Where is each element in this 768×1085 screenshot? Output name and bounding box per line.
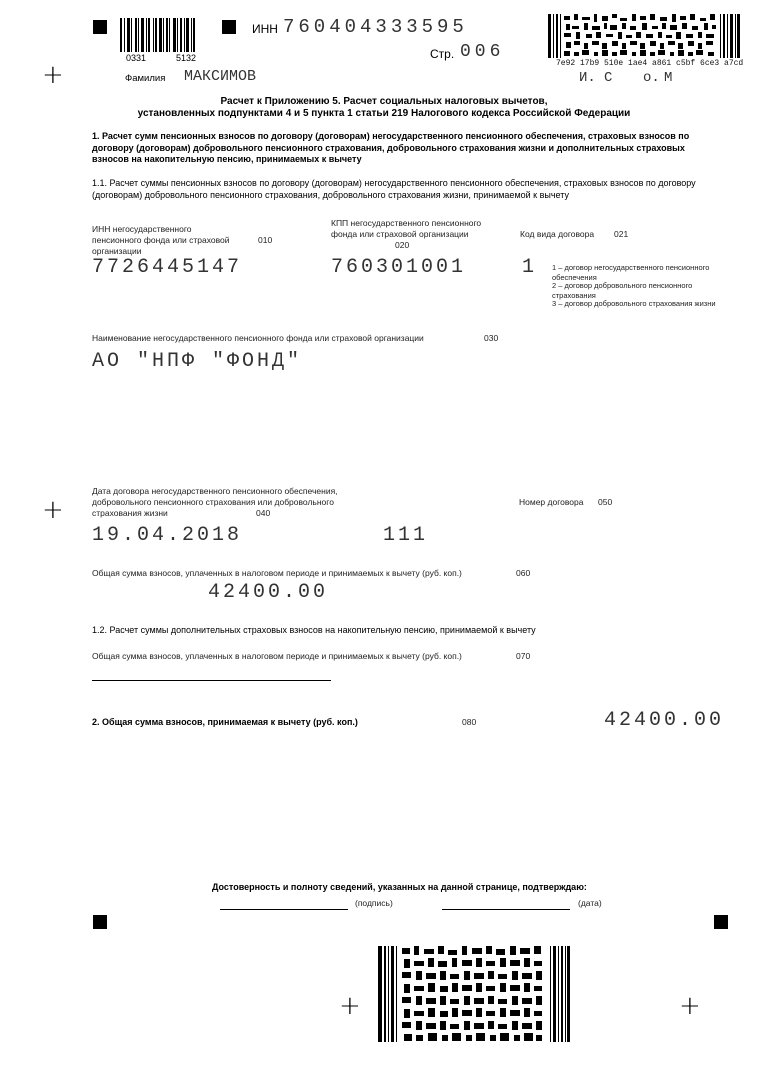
inn-value: 760404333595: [283, 16, 468, 38]
field-040-label: Дата договора негосударственного пенсионного обеспечения, добровольного пенсионного страхования или добровольного страхования жизни: [92, 486, 338, 518]
corner-marker-top-left: [93, 20, 107, 34]
title-line-1: Расчет к Приложению 5. Расчет социальных налоговых вычетов,: [220, 96, 548, 107]
field-050-value: 111: [383, 524, 429, 547]
field-060-value: 42400.00: [208, 581, 329, 604]
barcode-caption-2: 5132: [176, 53, 197, 63]
field-010-value: 7726445147: [92, 256, 243, 279]
field-080-value: 42400.00: [604, 709, 725, 732]
title-line-2: установленных подпунктами 4 и 5 пункта 1 статьи 219 Налогового кодекса Российской Федерации: [137, 108, 631, 119]
corner-marker-bottom-left: [93, 915, 107, 929]
field-020-code: 020: [395, 240, 410, 250]
section12-heading: 1.2. Расчет суммы дополнительных страховых взносов на накопительную пенсию, принимаемой к вычету: [92, 625, 536, 635]
surname-label: Фамилия: [125, 73, 166, 84]
field-050-code: 050: [598, 497, 613, 507]
field-070-code: 070: [516, 651, 531, 661]
cross-mark-mid-left: +: [42, 495, 64, 525]
surname-value: МАКСИМОВ: [184, 68, 257, 85]
corner-marker-top-mid: [222, 20, 236, 34]
initial-i: И.: [579, 70, 596, 86]
confirmation-text: Достоверность и полноту сведений, указанных на данной странице, подтверждаю:: [212, 882, 587, 892]
header-2d-barcode: [548, 14, 740, 58]
page-number: 006: [460, 42, 505, 62]
header-barcode: [120, 18, 212, 52]
signature-line: [220, 909, 348, 910]
field-021-label: Код вида договора: [520, 229, 595, 239]
date-label: (дата): [578, 898, 602, 908]
cross-mark-top-left: +: [42, 60, 64, 90]
field-020-value: 760301001: [331, 256, 467, 279]
field-070-empty-line: [92, 680, 331, 681]
cross-mark-bottom-right: +: [679, 991, 701, 1021]
field-030-code: 030: [484, 333, 499, 343]
field-021-option-2: 2 – договор добровольного пенсионного страхования: [552, 281, 693, 300]
barcode-caption-1: 0331: [126, 53, 147, 63]
field-040-code: 040: [256, 508, 271, 518]
section2-label: 2. Общая сумма взносов, принимаемая к вычету (руб. коп.): [92, 717, 358, 727]
initial-s: С: [604, 70, 613, 86]
initial-o: о.: [643, 70, 660, 86]
field-010-code: 010: [258, 235, 273, 245]
date-line: [442, 909, 570, 910]
field-040-value: 19.04.2018: [92, 524, 243, 547]
field-080-code: 080: [462, 717, 477, 727]
section1-heading: 1. Расчет сумм пенсионных взносов по договору (договорам) негосударственного пенсионного обеспечения, страховых взносов по договору (договорам) добровольного пенсионного страхования, добровольного страхования жизни и дополнительных страховых взносов на накопительную пенсию, принимаемых к вычету: [92, 131, 690, 164]
footer-2d-barcode: [378, 946, 570, 1042]
inn-label: ИНН: [252, 22, 278, 36]
field-010-label: ИНН негосударственного пенсионного фонда или страховой организации: [92, 224, 230, 256]
field-050-label: Номер договора: [519, 497, 584, 507]
field-021-option-3: 3 – договор добровольного страхования жизни: [552, 299, 716, 308]
corner-marker-bottom-right: [714, 915, 728, 929]
field-060-code: 060: [516, 568, 531, 578]
cross-mark-bottom-left: +: [339, 991, 361, 1021]
field-021-value: 1: [522, 256, 538, 279]
field-030-label: Наименование негосударственного пенсионного фонда или страховой организации: [92, 333, 424, 343]
field-021-option-1: 1 – договор негосударственного пенсионного обеспечения: [552, 263, 710, 282]
field-070-label: Общая сумма взносов, уплаченных в налоговом периоде и принимаемых к вычету (руб. коп.): [92, 651, 462, 661]
field-030-value: АО "НПФ "ФОНД": [92, 350, 303, 373]
initial-m: М: [664, 70, 673, 86]
field-060-label: Общая сумма взносов, уплаченных в налоговом периоде и принимаемых к вычету (руб. коп.): [92, 568, 462, 578]
page-label: Стр.: [430, 47, 455, 61]
field-020-label: КПП негосударственного пенсионного фонда или страховой организации: [331, 218, 482, 239]
2d-barcode-caption: 7e92 17b9 510e 1ae4 a861 c5bf 6ce3 a7cd: [556, 59, 744, 68]
section11-heading: 1.1. Расчет суммы пенсионных взносов по договору (договорам) негосударственного пенсионного обеспечения, страховых взносов по договору (договорам) добровольного пенсионного страхования, добровольного страхования жизни, принимаемой к вычету: [92, 178, 696, 200]
signature-label: (подпись): [355, 898, 393, 908]
field-021-code: 021: [614, 229, 629, 239]
